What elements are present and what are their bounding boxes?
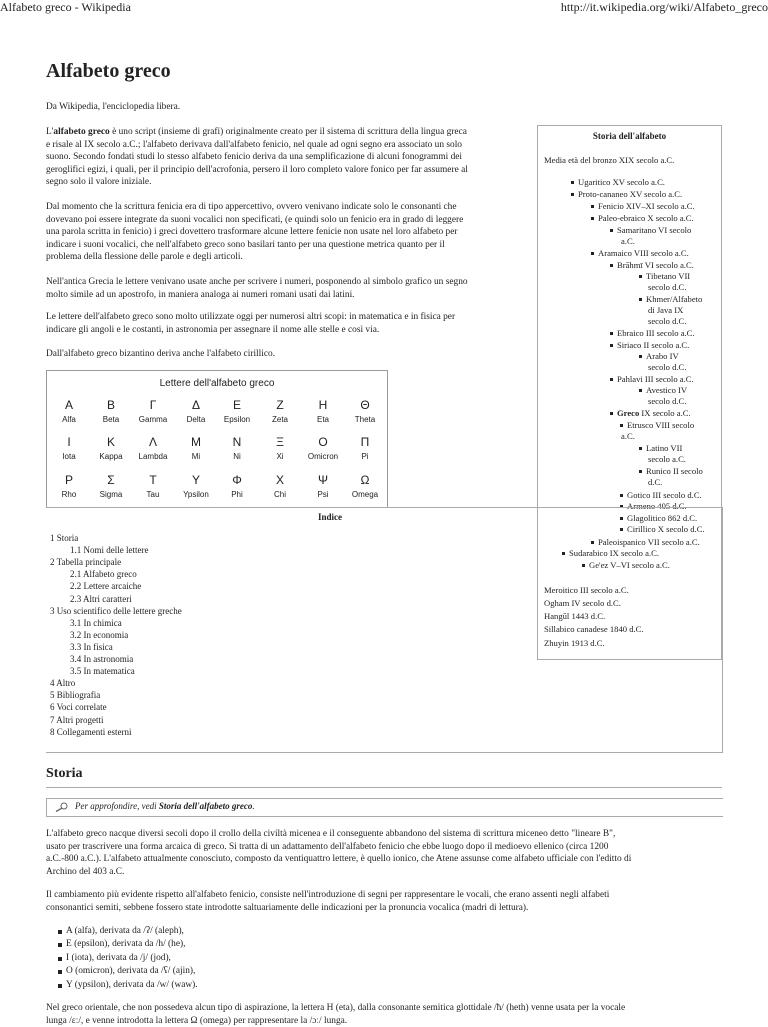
- infobox-extra-item: Zhuyin 1913 d.C.: [544, 638, 605, 648]
- infobox-tree-node: [610, 374, 694, 385]
- letter-glyph: Μ: [191, 435, 201, 449]
- letter-name: Delta: [186, 415, 206, 424]
- infobox-node-text: Avestico IV: [646, 385, 688, 395]
- bullet-icon: [639, 470, 642, 473]
- letter-glyph: Ν: [232, 435, 242, 449]
- infobox-tree-node: [648, 282, 686, 293]
- letter-cell: [344, 398, 386, 424]
- infobox-node-text: Runico II secolo: [646, 466, 703, 476]
- intro-text: dovevano poi essere integrate da suoni vocalici non specificati, (e quindi solo un fenicio era in grado di leggere: [46, 214, 464, 225]
- infobox-tree-node: [648, 477, 662, 488]
- letter-glyph: Ε: [232, 398, 241, 412]
- bullet-icon: [610, 229, 613, 232]
- infobox-tree-node: [610, 408, 691, 419]
- infobox-node-text: Proto-cananeo XV secolo a.C.: [578, 189, 683, 199]
- letter-name: Mi: [191, 452, 201, 461]
- bullet-icon: [639, 447, 642, 450]
- toc-link[interactable]: 3.5 In matematica: [70, 666, 135, 677]
- intro-text: L': [46, 127, 54, 137]
- letter-name: Phi: [231, 490, 243, 499]
- vowel-list: [58, 925, 198, 992]
- intro-text: e risale al IX secolo a.C.; l'alfabeto derivava dall'alfabeto fenicio, nel quale ad ogni segno era associato un solo: [46, 139, 462, 150]
- bullet-icon: [591, 205, 594, 208]
- storia-text: usato per trascrivere una forma arcaica di greco. Si tratta di un adattamento dell'alfabeto fenicio che ebbe luogo dopo il medioevo ellenico (circa 1200: [46, 841, 609, 852]
- letter-glyph: Ζ: [276, 398, 284, 412]
- infobox-node-text: Sudarabico IX secolo a.C.: [569, 548, 659, 558]
- infobox-node-text: Gotico III secolo d.C.: [627, 490, 702, 500]
- infobox-tree-node: [639, 271, 690, 282]
- infobox-tree-node: [639, 351, 679, 362]
- infobox-tree-node: [648, 362, 686, 373]
- page-title: Alfabeto greco: [46, 60, 171, 82]
- infobox-node-text: Samaritano VI secolo: [617, 225, 692, 235]
- intro-text: Le lettere dell'alfabeto greco sono molto utilizzate oggi per numerosi altri scopi: in matematica e in fisica per: [46, 312, 456, 322]
- toc-link[interactable]: 2.2 Lettere arcaiche: [70, 581, 142, 592]
- infobox-tree-node: [621, 431, 635, 442]
- letter-glyph: Α: [64, 398, 73, 412]
- section-heading-storia: Storia: [46, 766, 83, 781]
- see-also-link[interactable]: Storia dell'alfabeto greco: [158, 801, 253, 811]
- infobox-tree-node: [591, 248, 689, 259]
- letter-glyph: Ω: [360, 473, 370, 487]
- letter-name: Beta: [102, 415, 120, 424]
- letter-glyph: Σ: [107, 473, 115, 487]
- letter-glyph: Φ: [232, 473, 242, 487]
- letter-name: Lambda: [138, 452, 168, 461]
- letter-glyph: Υ: [191, 473, 200, 487]
- letter-name: Tau: [146, 490, 160, 499]
- letter-name: Ni: [233, 452, 241, 461]
- print-header-title: Alfabeto greco - Wikipedia: [0, 0, 131, 14]
- toc-link[interactable]: 3.2 In economia: [70, 629, 129, 640]
- infobox-node-text: Pahlavi III secolo a.C.: [617, 374, 694, 384]
- toc-link[interactable]: 3.4 In astronomia: [70, 654, 134, 664]
- list-item: A (alfa), derivata da /ʔ/ (aleph),: [58, 925, 198, 938]
- infobox-node-text: Greco: [617, 408, 640, 418]
- letter-cell: [48, 435, 90, 461]
- infobox-node-text: a.C.: [621, 431, 635, 441]
- intro-paragraph-5: Dall'alfabeto greco bizantino deriva anche l'alfabeto cirillico.: [46, 349, 276, 359]
- letter-name: Eta: [316, 415, 329, 424]
- letter-name: Iota: [62, 452, 76, 461]
- bullet-icon: [639, 389, 642, 392]
- intro-text: geroglifici egizi, i quali, per il principio dell'acrofonia, persero il loro completo valore fonico per far assumere al: [46, 164, 468, 175]
- letter-cell: [216, 398, 258, 424]
- letter-cell: [344, 435, 386, 461]
- infobox-extra-item: Ogham IV secolo d.C.: [544, 598, 621, 608]
- bullet-icon: [610, 332, 613, 335]
- letters-table-title: Lettere dell'alfabeto greco: [159, 378, 275, 389]
- letter-cell: [90, 473, 132, 499]
- bullet-icon: [610, 378, 613, 381]
- letter-cell: [259, 435, 301, 461]
- see-also-note: [46, 798, 723, 817]
- storia-text: Il cambiamento più evidente rispetto all'alfabeto fenicio, consiste nell'introduzione di segni per rappresentare le vocali, che erano assenti negli alfabeti: [46, 890, 610, 900]
- infobox-tree-node: [571, 177, 665, 188]
- letter-cell: [132, 398, 174, 424]
- intro-text: indicare gli angoli e le costanti, in astronomia per assegnare il nome alle stelle e così via.: [46, 324, 380, 335]
- magnifier-icon: [55, 802, 69, 812]
- infobox-node-text: secolo d.C.: [648, 282, 687, 292]
- letter-name: Ypsilon: [183, 490, 209, 499]
- letter-cell: [259, 398, 301, 424]
- infobox-node-text: Aramaico VIII secolo a.C.: [598, 248, 689, 258]
- infobox-tree-node: [639, 294, 702, 305]
- infobox-node-text: secolo a.C.: [648, 454, 686, 464]
- table-of-contents: [46, 507, 723, 753]
- infobox-node-text: Paleoispanico VII secolo a.C.: [598, 537, 700, 547]
- letter-cell: [344, 473, 386, 499]
- list-item: I (iota), derivata da /j/ (jod),: [58, 952, 198, 965]
- infobox-node-text: Siriaco II secolo a.C.: [617, 340, 690, 350]
- letter-glyph: Η: [318, 398, 328, 412]
- infobox-node-text: di Java IX: [648, 305, 684, 315]
- letter-glyph: Ο: [318, 435, 328, 449]
- storia-text: Nel greco orientale, che non possedeva alcun tipo di aspirazione, la lettera H (eta), dalla consonante semitica glottidale /ħ/ (heth) venne usata per la vocale: [46, 1003, 626, 1013]
- infobox-node-text: secolo d.C.: [648, 316, 687, 326]
- letter-cell: [216, 473, 258, 499]
- infobox-node-text: Etrusco VIII secolo: [627, 420, 695, 430]
- infobox-extra-item: Meroitico III secolo a.C.: [544, 585, 629, 595]
- intro-text: è uno script (insieme di grafi) originalmente creato per il sistema di scrittura della lingua greca: [109, 127, 467, 137]
- storia-text: L'alfabeto greco nacque diversi secoli dopo il crollo della civiltà micenea e il conseguente abbandono del sistema di scrittura miceneo detto "lineare B",: [46, 829, 616, 839]
- toc-title: Indice: [317, 512, 342, 522]
- toc-link[interactable]: 8 Collegamenti esterni: [50, 726, 132, 737]
- storia-text: a.C.-800 a.C.). L'alfabeto attualmente conosciuto, composto da ventiquattro lettere, è quello ionico, che Atene assunse come alfabeto ufficiale con l'editto di: [46, 854, 632, 864]
- list-item: E (epsilon), derivata da /h/ (he),: [58, 938, 198, 951]
- infobox-tree-node: [648, 305, 683, 316]
- toc-link[interactable]: 2.1 Alfabeto greco: [70, 569, 137, 580]
- see-also-prefix: Per approfondire, vedi: [75, 801, 159, 811]
- letter-cell: [302, 398, 344, 424]
- letter-glyph: Θ: [360, 398, 370, 412]
- letter-name: Omicron: [307, 452, 339, 461]
- letters-table: [46, 370, 388, 508]
- letter-glyph: Δ: [191, 398, 200, 412]
- toc-link[interactable]: 3 Uso scientifico delle lettere greche: [50, 605, 182, 616]
- letter-name: Alfa: [62, 415, 76, 424]
- letter-glyph: Ι: [67, 435, 71, 449]
- letter-name: Theta: [354, 415, 376, 424]
- infobox-node-text: Latino VII: [646, 443, 683, 453]
- see-also-text: [75, 801, 255, 811]
- intro-text: molto simile ad un apostrofo, in maniera analoga ai numeri romani usati dai latini.: [46, 289, 355, 300]
- letter-name: Omega: [351, 490, 379, 499]
- infobox-tree-node: [620, 490, 702, 501]
- storia-text: Archino del 403 a.C.: [46, 866, 125, 877]
- infobox-tree-node: [610, 225, 691, 236]
- intro-text: indicare i suoni vocalici, che nell'alfabeto greco sono basilari tanto per una questione metrica quanto per il: [46, 239, 445, 250]
- bullet-icon: [571, 193, 574, 196]
- infobox-tree-node: [620, 420, 694, 431]
- letter-cell: [132, 435, 174, 461]
- letter-glyph: Ξ: [276, 435, 284, 449]
- letter-name: Epsilon: [223, 415, 251, 424]
- letter-cell: [48, 473, 90, 499]
- intro-text: una parola scritta in fenicio) i greci dovettero trasformare alcune lettere fenicie non usate nel loro alfabeto per: [46, 227, 458, 237]
- letter-cell: [175, 473, 217, 499]
- infobox-caption: Media età del bronzo XIX secolo a.C.: [544, 155, 675, 165]
- infobox-title: Storia dell'alfabeto: [592, 131, 667, 141]
- infobox-tree-node: [648, 316, 686, 327]
- letter-name: Xi: [276, 452, 284, 461]
- letter-glyph: Χ: [275, 473, 284, 487]
- page-subtitle: Da Wikipedia, l'enciclopedia libera.: [46, 102, 181, 112]
- infobox-node-text: Glagolitico 862 d.C.: [627, 513, 698, 523]
- bullet-icon: [591, 217, 594, 220]
- infobox-node-text: a.C.: [621, 236, 635, 246]
- infobox-tree-node: [639, 443, 682, 454]
- infobox-node-text: Cirillico X secolo d.C.: [627, 524, 705, 534]
- intro-text: problema della flessione delle parole e degli articoli.: [46, 252, 243, 262]
- bullet-icon: [620, 424, 623, 427]
- infobox-node-text: Paleo-ebraico X secolo a.C.: [598, 213, 694, 223]
- letter-glyph: Β: [106, 398, 115, 412]
- intro-bold-term: alfabeto greco: [53, 127, 110, 137]
- print-header: [0, 0, 768, 16]
- infobox-node-text: Ebraico III secolo a.C.: [617, 328, 695, 338]
- bullet-icon: [620, 494, 623, 497]
- letter-name: Rho: [61, 490, 77, 499]
- see-also-suffix: .: [252, 801, 255, 811]
- bullet-icon: [571, 181, 574, 184]
- bullet-icon: [639, 355, 642, 358]
- infobox-tree-node: [591, 213, 694, 224]
- letter-name: Chi: [273, 490, 286, 499]
- toc-link[interactable]: 1 Storia: [50, 533, 79, 543]
- toc-link[interactable]: 2.3 Altri caratteri: [70, 593, 132, 604]
- toc-link[interactable]: 1.1 Nomi delle lettere: [70, 545, 149, 556]
- letter-name: Zeta: [271, 415, 288, 424]
- letter-glyph: Κ: [106, 435, 115, 449]
- storia-text: consonantici semiti, sebbene fossero state introdotte saltuariamente delle indicazioni per la pronuncia vocalica (madri di lettura).: [46, 902, 529, 913]
- infobox-node-text: Ugaritico XV secolo a.C.: [578, 177, 665, 187]
- list-item: Y (ypsilon), derivata da /w/ (waw).: [58, 979, 198, 992]
- toc-link[interactable]: 2 Tabella principale: [50, 557, 122, 568]
- toc-link[interactable]: 6 Voci correlate: [50, 702, 107, 713]
- letter-cell: [216, 435, 258, 461]
- toc-link[interactable]: 4 Altro: [50, 678, 76, 689]
- letter-glyph: Γ: [149, 398, 157, 412]
- list-item: O (omicron), derivata da /ʕ/ (ajin),: [58, 965, 198, 978]
- infobox-extra-item: Sillabico canadese 1840 d.C.: [544, 624, 644, 634]
- infobox-tree-node: [610, 328, 695, 339]
- infobox-node-text: Brāhmī VI secolo a.C.: [617, 260, 694, 270]
- letter-name: Kappa: [99, 452, 123, 461]
- letter-cell: [132, 473, 174, 499]
- heading-rule: [46, 787, 722, 788]
- letter-name: Psi: [317, 490, 329, 499]
- infobox-node-text: Tibetano VII: [646, 271, 691, 281]
- letter-glyph: Ρ: [64, 473, 73, 487]
- letter-cell: [90, 398, 132, 424]
- infobox-tree-node: [639, 385, 687, 396]
- toc-link[interactable]: 3.1 In chimica: [70, 617, 122, 628]
- infobox-node-text: Arabo IV: [646, 351, 679, 361]
- letter-cell: [259, 473, 301, 499]
- bullet-icon: [610, 412, 613, 415]
- letter-cell: [175, 398, 217, 424]
- toc-link[interactable]: 7 Altri progetti: [50, 714, 104, 725]
- infobox-node-text: secolo d.C.: [648, 396, 687, 406]
- toc-link[interactable]: 5 Bibliografia: [50, 690, 101, 701]
- infobox-tree-node: [610, 340, 689, 351]
- toc-link[interactable]: 3.3 In fisica: [70, 641, 113, 652]
- storia-text: lunga /ɛː/, e venne introdotta la lettera Ω (omega) per rappresentare la /ɔː/ lunga.: [46, 1015, 348, 1026]
- letter-glyph: Ψ: [317, 473, 329, 487]
- infobox-node-text: Ge'ez V–VI secolo a.C.: [589, 560, 670, 570]
- bullet-icon: [610, 344, 613, 347]
- letter-cell: [302, 435, 344, 461]
- letter-cell: [90, 435, 132, 461]
- infobox-node-text: Fenicio XIV–XI secolo a.C.: [598, 201, 695, 211]
- intro-text: Dal momento che la scrittura fenicia era di tipo appercettivo, ovvero venivano indicate solo le consonanti che: [46, 202, 457, 212]
- print-header-url: http://it.wikipedia.org/wiki/Alfabeto_greco: [560, 0, 768, 14]
- letter-name: Pi: [361, 452, 369, 461]
- infobox-tree-node: [621, 236, 635, 247]
- letter-cell: [302, 473, 344, 499]
- intro-text: Nell'antica Grecia le lettere venivano usate anche per scrivere i numeri, posponendo al simbolo grafico un segno: [46, 277, 468, 287]
- letter-name: Gamma: [138, 415, 168, 424]
- infobox-node-text: Khmer/Alfabeto: [646, 294, 703, 304]
- infobox-node-text: secolo d.C.: [648, 362, 687, 372]
- infobox-tree-node: [639, 466, 703, 477]
- infobox-tree-node: [648, 396, 686, 407]
- infobox-tree-node: [648, 454, 686, 465]
- bullet-icon: [639, 275, 642, 278]
- intro-text: segno solo il valore iniziale.: [46, 177, 152, 187]
- infobox-node-text: d.C.: [648, 477, 663, 487]
- infobox-extra-item: Hangŭl 1443 d.C.: [544, 611, 606, 621]
- letter-name: Sigma: [99, 490, 123, 499]
- infobox-tree-node: [591, 201, 695, 212]
- letter-cell: [175, 435, 217, 461]
- infobox-tree-node: [610, 260, 694, 271]
- letter-cell: [48, 398, 90, 424]
- bullet-icon: [591, 252, 594, 255]
- letter-glyph: Λ: [148, 435, 157, 449]
- letter-glyph: Τ: [149, 473, 157, 487]
- infobox-tree-node: [571, 189, 682, 200]
- intro-text: suono. Secondo fondati studi lo stesso alfabeto fenicio deriva da una semplificazione di alcuni fonogrammi dei: [46, 152, 463, 162]
- infobox-node-text: Armeno 405 d.C.: [627, 501, 687, 511]
- letter-glyph: Π: [360, 435, 370, 449]
- bullet-icon: [610, 264, 613, 267]
- bullet-icon: [639, 298, 642, 301]
- infobox-node-text: IX secolo a.C.: [639, 408, 691, 418]
